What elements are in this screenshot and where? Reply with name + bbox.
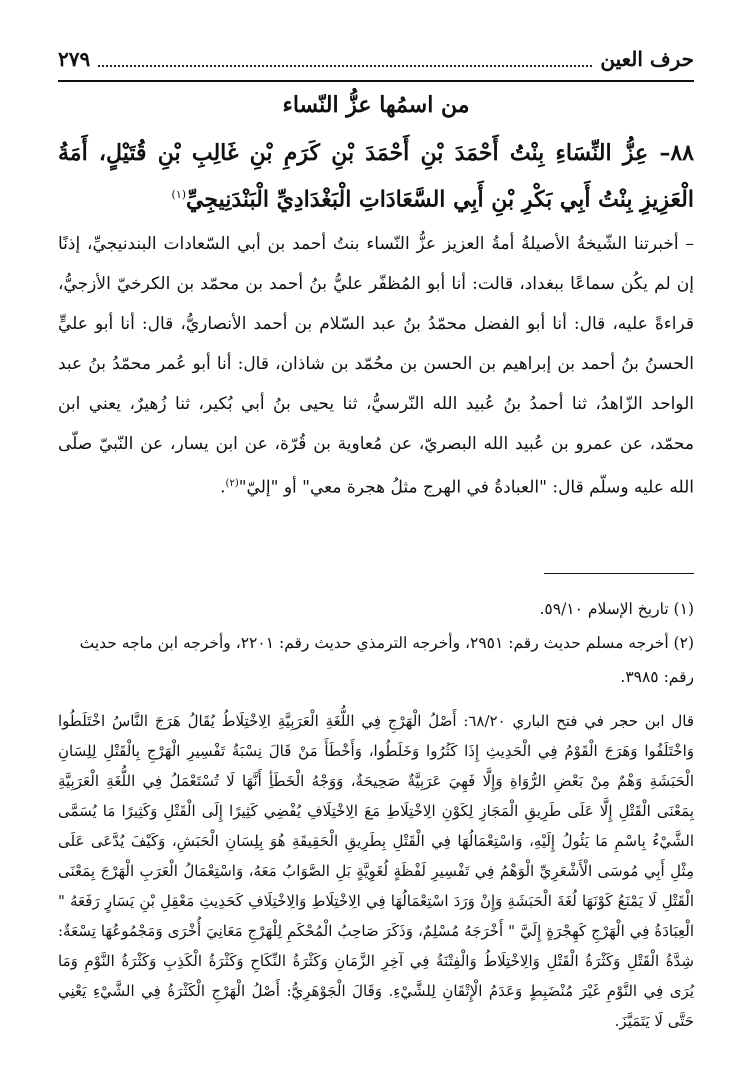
section-title: من اسمُها عزُّ النّساء [282,92,470,118]
header-rule [58,80,694,82]
header-dot-leader [98,51,592,67]
footnote-separator [544,573,694,574]
hadith-footnote-ref: (٢) [225,478,239,489]
hadith-text: – أخبرتنا الشّيخةُ الأصيلةُ أمةُ العزيز عزُّ النّساء بنتُ أحمد بن أبي السّعادات البندنيجيِّ، إذنًا إن لم يكُن سماعًا ببغداد، قالت: أنا أبو المُظفّر عليُّ بنُ أحمد بن محمّد بن الكرخيّ الأزجيُّ، قراءةً عليه، قال: أنا أبو الفضل محمّدُ بنُ عبد السّلام بن أحمد الأنصاريُّ، قال: أنا أبو عليٍّ الحسنُ بنُ أحمد بن إبراهيم بن الحسن بن محُمّد بن شاذان، قال: أنا أبو عُمر محمّدُ بنُ عبد الواحد الزّاهدُ، ثنا أحمدُ بنُ عُبيد الله النّرسيُّ، ثنا يحيى بنُ أبي بُكير، ثنا زُهيرٌ، يعني ابن محمّد، عن عمرو بن عُبيد الله البصريّ، عن مُعاوية بن قُرّة، عن ابن يسار، عن النّبيّ صلّى الله عليه وسلّم قال: "العبادةُ في الهرج مثلُ هجرة معي" أو "إليّ" [58,234,694,498]
page-number: ٢٧٩ [58,47,91,71]
footnote-1: (١) تاريخ الإسلام ٥٩/١٠. [539,600,694,618]
commentary-note: قال ابن حجر في فتح الباري ٦٨/٢٠: أَصْلُ الْهَرْجِ فِي اللُّغَةِ الْعَرَبِيَّةِ الِاخْتِلَاطُ يُقَالُ هَرَجَ النَّاسُ اخْتَلَطُوا وَاخْتَلَفُوا وَهَرَجَ الْقَوْمُ فِي الْحَدِيثِ إِذَا كَثُرُوا وَخَلَطُوا، وَأَخْطَأَ مَنْ قَالَ نِسْبَةُ تَفْسِيرِ الْهَرْجِ بِالْقَتْلِ لِلِسَانِ الْحَبَشَةِ وَهْمٌ مِنْ بَعْضِ الرُّوَاةِ وَإِلَّا فَهِيَ عَرَبِيَّةٌ صَحِيحَةٌ، وَوَجْهُ الْخَطَأِ أَنَّهَا لَا تُسْتَعْمَلُ فِي اللُّغَةِ الْعَرَبِيَّةِ بِمَعْنَى الْقَتْلِ إِلَّا عَلَى طَرِيقِ الْمَجَازِ لِكَوْنِ الِاخْتِلَاطِ مَعَ الِاخْتِلَافِ يُفْضِي كَثِيرًا إِلَى الْقَتْلِ وَكَثِيرًا مَا يُسَمَّى الشَّيْءُ بِاسْمِ مَا يَئُولُ إِلَيْهِ، وَاسْتِعْمَالُهَا فِي الْقَتْلِ بِطَرِيقِ الْحَقِيقَةِ هُوَ بِلِسَانِ الْحَبَشِ، وَكَيْفَ يُدَّعَى عَلَى مِثْلِ أَبِي مُوسَى الْأَشْعَرِيِّ الْوَهْمُ فِي تَفْسِيرِ لَفْظَةٍ لُغَوِيَّةٍ بَلِ الصَّوَابُ مَعَهُ، وَاسْتِعْمَالُ الْعَرَبِ الْهَرْجَ بِمَعْنَى الْقَتْلِ لَا يَمْنَعُ كَوْنَهَا لُغَةَ الْحَبَشَةِ وَإِنْ وَرَدَ اسْتِعْمَالُهَا فِي الِاخْتِلَاطِ وَالِاخْتِلَافِ كَحَدِيثِ مَعْقِلِ بْنِ يَسَارٍ رَفَعَهُ " الْعِبَادَةُ فِي الْهَرْجِ كَهِجْرَةٍ إِلَيَّ " أَخْرَجَهُ مُسْلِمٌ، وَذَكَرَ صَاحِبُ الْمُحْكَمِ لِلْهَرْجِ مَعَانِيَ أُخْرَى وَمَجْمُوعُهَا تِسْعَةٌ: شِدَّةُ الْقَتْلِ وَكَثْرَةُ الْقَتْلِ وَالِاخْتِلَاطُ وَالْفِتْنَةُ فِي آخِرِ الزَّمَانِ وَكَثْرَةُ النِّكَاحِ وَكَثْرَةُ الْكَذِبِ وَكَثْرَةُ النَّوْمِ وَمَا يُرَى فِي النَّوْمِ غَيْرَ مُنْضَبِطٍ وَعَدَمُ الْإِتْقَانِ لِلشَّيْءِ. وَقَالَ الْجَوْهَرِيُّ: أَصْلُ الْهَرْجِ الْكَثْرَةُ فِي الشَّيْءِ يَعْنِي حَتَّى لَا يَتَمَيَّزَ. [58,712,695,1030]
entry-footnote-ref: (١) [171,188,187,201]
entry-title-text: ٨٨– عِزُّ النِّسَاءِ بِنْتُ أَحْمَدَ بْنِ أَحْمَدَ بْنِ كَرَمِ بْنِ غَالِبِ بْنِ قُتَيْلٍ، أَمَةُ الْعَزِيزِ بِنْتُ أَبِي بَكْرِ بْنِ أَبِي السَّعَادَاتِ الْبَغْدَادِيِّ الْبَنْدَنِيجِيِّ [58,140,694,213]
footnotes [58,592,694,694]
chapter-heading: حرف العين [600,47,694,71]
footnote-2: (٢) أخرجه مسلم حديث رقم: ٢٩٥١، وأخرجه الترمذي حديث رقم: ٢٢٠١، وأخرجه ابن ماجه حديث رقم: ٣٩٨٥. [79,634,694,686]
entry-title [58,132,694,220]
hadith-body: – أخبرتنا الشّيخةُ الأصيلةُ أمةُ العزيز عزُّ النّساء بنتُ أحمد بن أبي السّعادات البندنيجيِّ، إذنًا إن لم يكُن سماعًا ببغداد، قالت: أنا أبو المُظفّر عليُّ بنُ أحمد بن محمّد بن الكرخيّ الأزجيُّ، قراءةً عليه، قال: أنا أبو الفضل محمّدُ بنُ عبد السّلام بن أحمد الأنصاريُّ، قال: أنا أبو عليٍّ الحسنُ بنُ أحمد بن إبراهيم بن الحسن بن محُمّد بن شاذان، قال: أنا أبو عُمر محمّدُ بنُ عبد الواحد الزّاهدُ، ثنا أحمدُ بنُ عُبيد الله النّرسيُّ، ثنا يحيى بنُ أبي بُكير، ثنا زُهيرٌ، يعني ابن محمّد، عن عمرو بن عُبيد الله البصريّ، عن مُعاوية بن قُرّة، عن ابن يسار، عن النّبيّ صلّى الله عليه وسلّم قال: "العبادةُ في الهرج مثلُ هجرة معي" أو "إليّ"$^{(٢)}$. [58,234,694,498]
running-header [58,44,694,74]
